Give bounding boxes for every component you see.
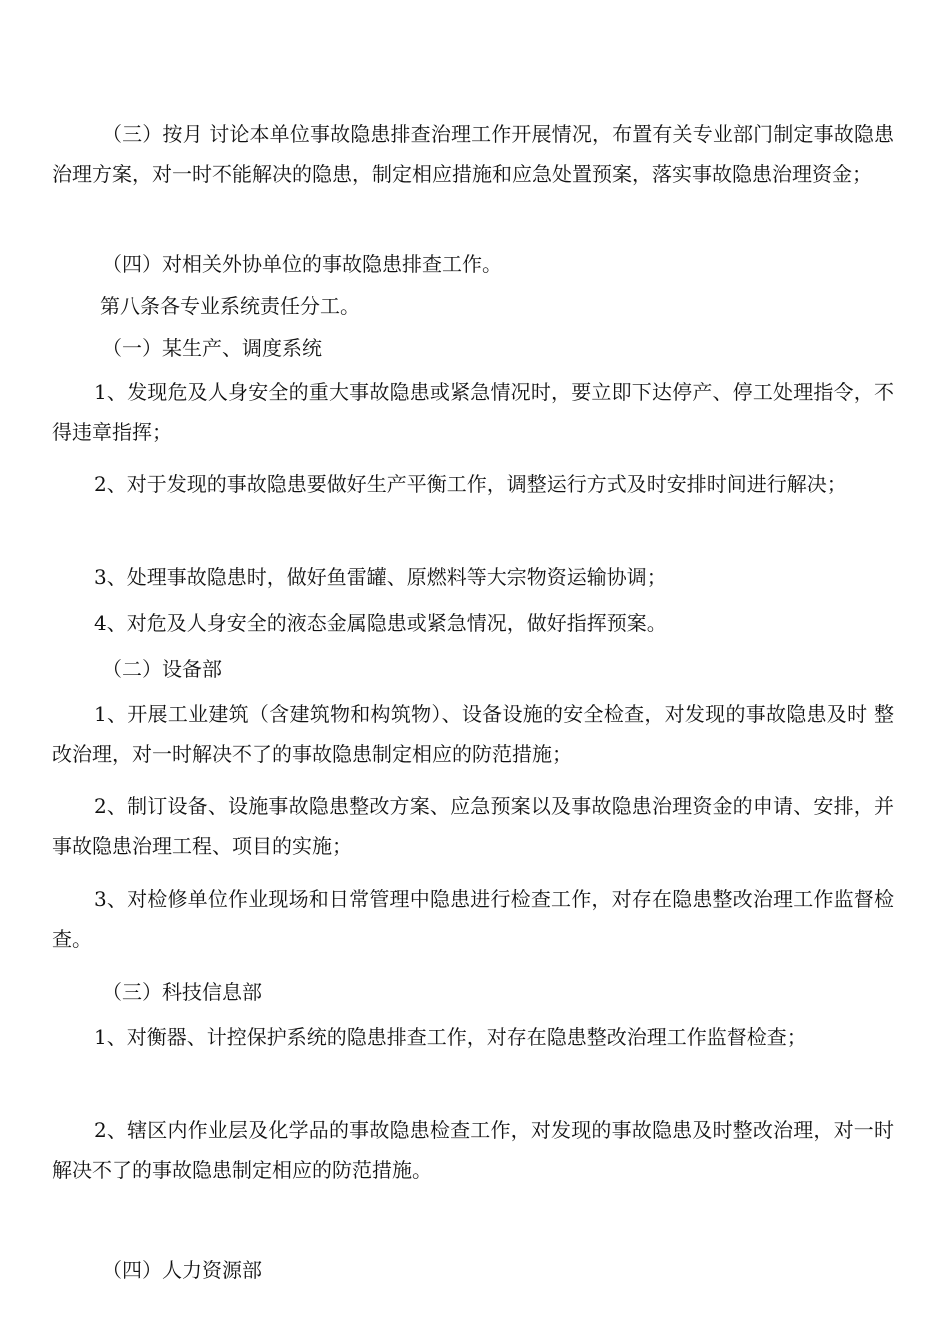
paragraph-equipment-item-2: 2、制订设备、设施事故隐患整改方案、应急预案以及事故隐患治理资金的申请、安排，并 事故隐患治理工程、项目的实施； (52, 794, 894, 858)
paragraph-hr-dept-heading: （四）人力资源部 (102, 1258, 262, 1282)
paragraph-section-4-contractors: （四）对相关外协单位的事故隐患排查工作。 (102, 252, 502, 276)
paragraph-article-8: 第八条各专业系统责任分工。 (100, 294, 360, 318)
paragraph-tech-item-1: 1、对衡器、计控保护系统的隐患排查工作，对存在隐患整改治理工作监督检查； (94, 1025, 807, 1049)
paragraph-dispatch-item-1: 1、发现危及人身安全的重大事故隐患或紧急情况时，要立即下达停产、停工处理指令，不得违章指挥； (52, 380, 894, 444)
paragraph-equipment-item-3: 3、对检修单位作业现场和日常管理中隐患进行检查工作，对存在隐患整改治理工作监督检查。 (52, 887, 894, 951)
paragraph-equipment-dept-heading: （二）设备部 (102, 657, 222, 681)
paragraph-section-3-monthly-review: （三）按月 讨论本单位事故隐患排查治理工作开展情况，布置有关专业部门制定事故隐患治理方案，对一时不能解决的隐患，制定相应措施和应急处置预案，落实事故隐患治理资金； (52, 122, 894, 186)
paragraph-dispatch-item-3: 3、处理事故隐患时，做好鱼雷罐、原燃料等大宗物资运输协调； (94, 565, 667, 589)
paragraph-dispatch-item-4: 4、对危及人身安全的液态金属隐患或紧急情况，做好指挥预案。 (94, 611, 667, 635)
paragraph-production-dispatch-heading: （一）某生产、调度系统 (102, 336, 322, 360)
paragraph-tech-info-dept-heading: （三）科技信息部 (102, 980, 262, 1004)
paragraph-tech-item-2: 2、辖区内作业层及化学品的事故隐患检查工作，对发现的事故隐患及时整改治理，对一时解决不了的事故隐患制定相应的防范措施。 (52, 1118, 894, 1182)
paragraph-dispatch-item-2: 2、对于发现的事故隐患要做好生产平衡工作，调整运行方式及时安排时间进行解决； (94, 472, 847, 496)
paragraph-equipment-item-1: 1、开展工业建筑（含建筑物和构筑物）、设备设施的安全检查，对发现的事故隐患及时 整改治理，对一时解决不了的事故隐患制定相应的防范措施； (52, 702, 894, 766)
